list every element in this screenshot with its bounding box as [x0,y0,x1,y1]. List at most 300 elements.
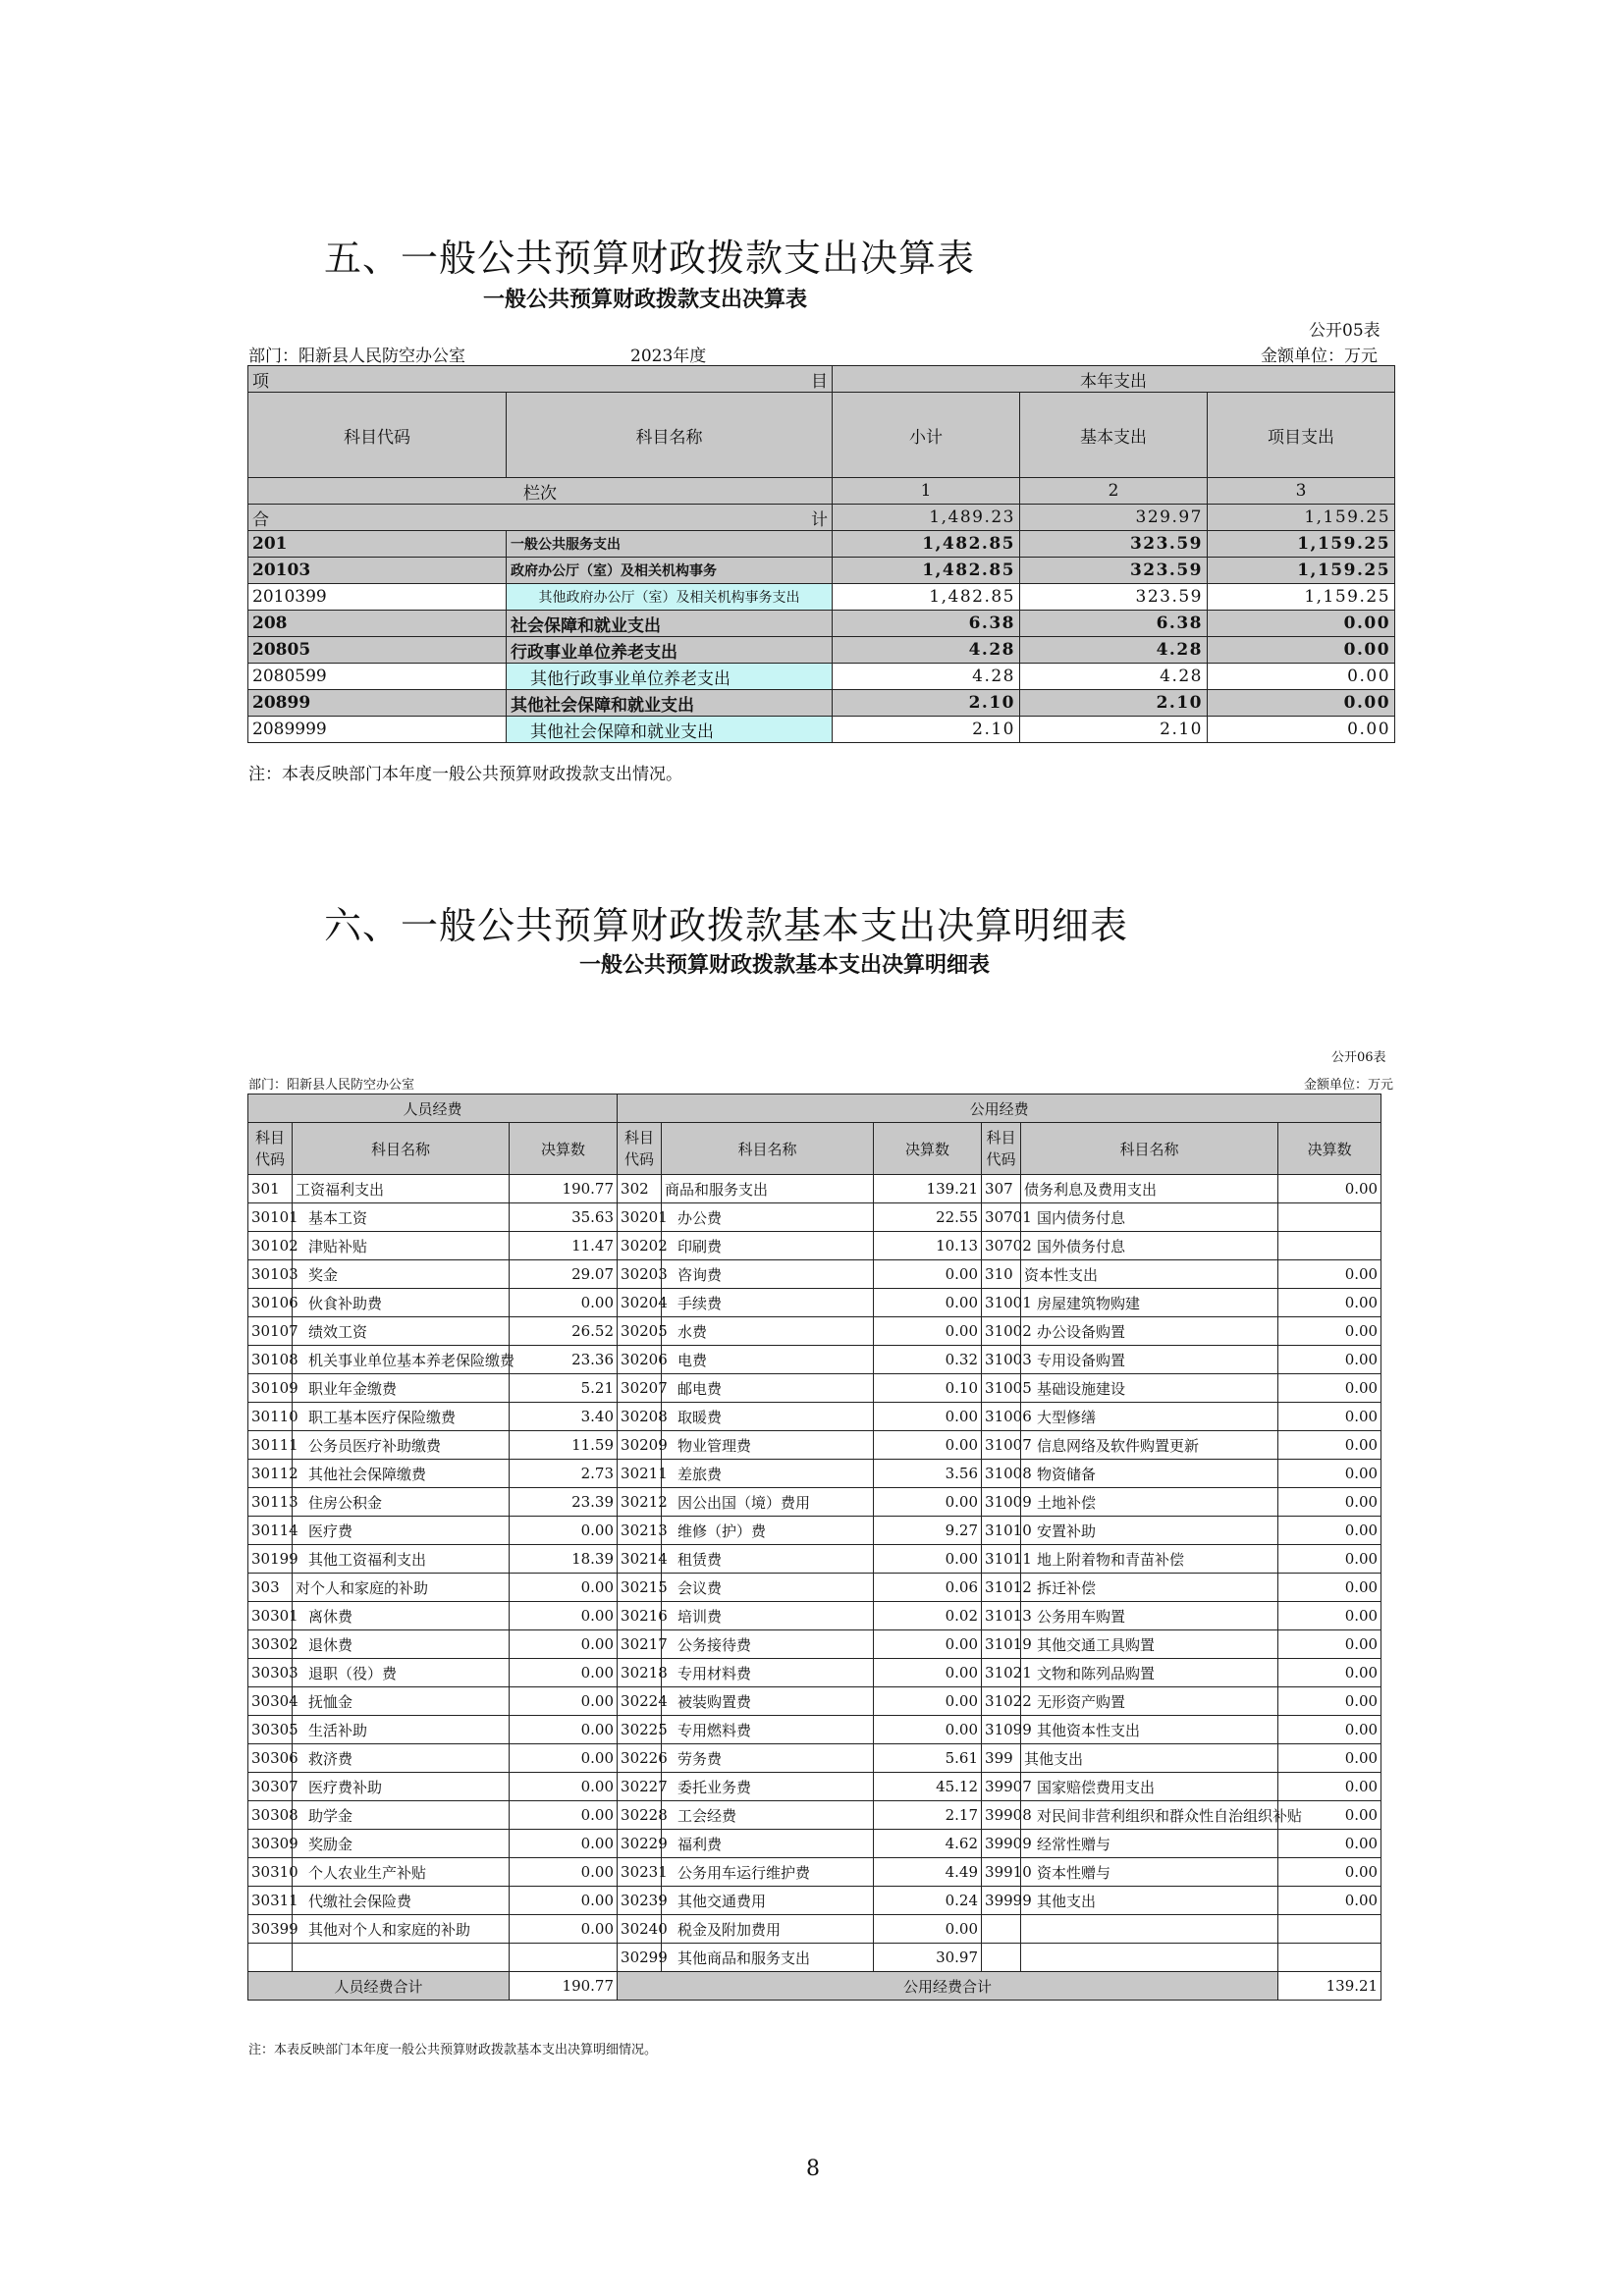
row-amount: 0.00 [510,1716,618,1744]
row-amount: 23.39 [510,1488,618,1517]
row-amount: 0.00 [1278,1801,1381,1830]
row-name: 物业管理费 [662,1431,874,1460]
table-row [248,1203,1381,1232]
table-row [248,1346,1381,1374]
row-code: 30701 [982,1203,1021,1232]
row-name: 安置补助 [1021,1517,1278,1545]
row-amount: 0.00 [1278,1460,1381,1488]
row-name: 福利费 [662,1830,874,1858]
row-amount: 0.00 [1278,1887,1381,1915]
row-name: 商品和服务支出 [662,1175,874,1203]
row-name: 税金及附加费用 [662,1915,874,1944]
department: 部门：阳新县人民防空办公室 [248,1078,415,1093]
row-amount: 0.00 [1278,1289,1381,1317]
header-amount: 决算数 [510,1123,618,1175]
row-code: 30207 [618,1374,662,1403]
table-row [248,1944,1381,1972]
row-name: 伙食补助费 [293,1289,510,1317]
row-code: 30306 [248,1744,293,1773]
row-name: 生活补助 [293,1716,510,1744]
row-code: 30110 [248,1403,293,1431]
row-amount: 0.00 [510,1659,618,1687]
row-amount: 0.00 [510,1289,618,1317]
header-basic: 基本支出 [1020,393,1208,478]
amount-unit: 金额单位：万元 [1304,1078,1394,1093]
row-code: 307 [982,1175,1021,1203]
row-code: 39999 [982,1887,1021,1915]
row-name: 公务员医疗补助缴费 [293,1431,510,1460]
table-row [248,1659,1381,1687]
row-code: 30303 [248,1659,293,1687]
row-amount: 0.00 [510,1630,618,1659]
row-code: 30201 [618,1203,662,1232]
row-code: 30199 [248,1545,293,1574]
row-name: 文物和陈列品购置 [1021,1659,1278,1687]
table-row: 2089999 其他社会保障和就业支出 2.10 2.10 0.00 [248,717,1395,743]
section5-heading: 五、一般公共预算财政拨款支出决算表 [324,237,976,280]
header-name: 科目名称 [293,1123,510,1175]
row-code: 302 [618,1175,662,1203]
table-row [248,1175,1381,1203]
row-amount: 0.00 [1278,1317,1381,1346]
row-code: 30205 [618,1317,662,1346]
row-amount: 0.32 [874,1346,982,1374]
table-row [248,1744,1381,1773]
row-code: 39908 [982,1801,1021,1830]
header-code: 科目代码 [248,393,507,478]
row-code: 31003 [982,1346,1021,1374]
row-name: 债务利息及费用支出 [1021,1175,1278,1203]
row-code: 30217 [618,1630,662,1659]
amount-unit: 金额单位：万元 [1261,347,1378,366]
row-name: 大型修缮 [1021,1403,1278,1431]
row-name: 其他资本性支出 [1021,1716,1278,1744]
row-code: 30304 [248,1687,293,1716]
row-name: 国内债务付息 [1021,1203,1278,1232]
row-name: 水费 [662,1317,874,1346]
row-name: 经常性赠与 [1021,1830,1278,1858]
row-code: 30308 [248,1801,293,1830]
row-amount: 0.00 [1278,1574,1381,1602]
table-row [248,1374,1381,1403]
row-amount: 0.00 [1278,1488,1381,1517]
row-name: 职业年金缴费 [293,1374,510,1403]
row-amount [1278,1232,1381,1260]
row-code: 30112 [248,1460,293,1488]
header-name: 科目名称 [1021,1123,1278,1175]
row-code: 30202 [618,1232,662,1260]
row-name: 物资储备 [1021,1460,1278,1488]
row-name: 无形资产购置 [1021,1687,1278,1716]
row-amount: 0.00 [510,1744,618,1773]
row-amount: 4.62 [874,1830,982,1858]
row-code: 30307 [248,1773,293,1801]
header-project: 项目支出 [1208,393,1395,478]
row-amount: 23.36 [510,1346,618,1374]
row-code: 30213 [618,1517,662,1545]
row-code: 30309 [248,1830,293,1858]
row-amount: 190.77 [510,1175,618,1203]
row-name: 因公出国（境）费用 [662,1488,874,1517]
total-row: 合 计 1,489.23 329.97 1,159.25 [248,505,1395,531]
row-amount: 11.47 [510,1232,618,1260]
row-name [1021,1915,1278,1944]
row-name: 公务用车运行维护费 [662,1858,874,1887]
header-code: 科目 代码 [248,1123,293,1175]
row-name: 助学金 [293,1801,510,1830]
row-amount: 0.00 [874,1659,982,1687]
table-row [248,1488,1381,1517]
row-name: 离休费 [293,1602,510,1630]
row-name: 抚恤金 [293,1687,510,1716]
row-code: 310 [982,1260,1021,1289]
row-code: 30399 [248,1915,293,1944]
row-code: 31005 [982,1374,1021,1403]
row-amount: 0.00 [1278,1773,1381,1801]
row-code: 31012 [982,1574,1021,1602]
table-row [248,1545,1381,1574]
row-amount: 29.07 [510,1260,618,1289]
row-amount: 0.00 [1278,1630,1381,1659]
table-number: 公开06表 [1331,1050,1386,1065]
row-amount: 0.10 [874,1374,982,1403]
row-name [1021,1944,1278,1972]
row-code [982,1915,1021,1944]
row-name: 代缴社会保险费 [293,1887,510,1915]
row-name: 专用燃料费 [662,1716,874,1744]
table-number: 公开05表 [1309,321,1380,341]
department: 部门：阳新县人民防空办公室 [248,347,465,366]
row-code: 31008 [982,1460,1021,1488]
row-name: 房屋建筑物购建 [1021,1289,1278,1317]
row-amount [1278,1944,1381,1972]
row-name: 其他支出 [1021,1887,1278,1915]
row-code: 39907 [982,1773,1021,1801]
table-row: 20103 政府办公厅（室）及相关机构事务 1,482.85 323.59 1,159.25 [248,558,1395,584]
row-code: 30109 [248,1374,293,1403]
row-amount: 0.00 [510,1915,618,1944]
header-mu: 目 [507,366,833,393]
row-name: 退休费 [293,1630,510,1659]
row-code: 30204 [618,1289,662,1317]
table-row: 201 一般公共服务支出 1,482.85 323.59 1,159.25 [248,531,1395,558]
table-row: 2010399 其他政府办公厅（室）及相关机构事务支出 1,482.85 323.59 1,159.25 [248,584,1395,611]
header-amount: 决算数 [874,1123,982,1175]
row-name: 劳务费 [662,1744,874,1773]
row-name: 咨询费 [662,1260,874,1289]
row-code: 30226 [618,1744,662,1773]
row-name: 拆迁补偿 [1021,1574,1278,1602]
row-code: 30218 [618,1659,662,1687]
row-code: 30228 [618,1801,662,1830]
row-code: 31019 [982,1630,1021,1659]
header-amount: 决算数 [1278,1123,1381,1175]
page-number: 8 [806,2157,820,2181]
row-amount: 0.00 [510,1858,618,1887]
table-row: 208 社会保障和就业支出 6.38 6.38 0.00 [248,611,1395,637]
row-name: 邮电费 [662,1374,874,1403]
table-row [248,1716,1381,1744]
row-amount: 0.00 [874,1317,982,1346]
row-amount: 0.00 [1278,1602,1381,1630]
row-name: 公务用车购置 [1021,1602,1278,1630]
row-name: 奖励金 [293,1830,510,1858]
expenditure-table [247,365,1395,743]
table-row [248,1460,1381,1488]
table-row [248,1630,1381,1659]
row-code: 30209 [618,1431,662,1460]
row-code: 30216 [618,1602,662,1630]
row-name: 其他交通工具购置 [1021,1630,1278,1659]
section6-note: 注：本表反映部门本年度一般公共预算财政拨款基本支出决算明细情况。 [248,2043,658,2057]
row-code: 30108 [248,1346,293,1374]
row-code: 301 [248,1175,293,1203]
table-row [248,1915,1381,1944]
table-row [248,1602,1381,1630]
row-code: 30302 [248,1630,293,1659]
row-amount: 0.00 [1278,1517,1381,1545]
row-amount: 0.00 [874,1915,982,1944]
row-amount [1278,1915,1381,1944]
row-code: 39910 [982,1858,1021,1887]
header-code: 科目 代码 [982,1123,1021,1175]
row-name: 会议费 [662,1574,874,1602]
row-name: 其他工资福利支出 [293,1545,510,1574]
row-name: 办公费 [662,1203,874,1232]
row-code: 30214 [618,1545,662,1574]
row-name: 工会经费 [662,1801,874,1830]
row-amount: 0.00 [874,1431,982,1460]
row-amount: 0.00 [1278,1744,1381,1773]
row-code: 31009 [982,1488,1021,1517]
col-num-2: 2 [1020,478,1208,505]
table-row: 20805 行政事业单位养老支出 4.28 4.28 0.00 [248,637,1395,664]
row-code: 31013 [982,1602,1021,1630]
row-amount: 0.00 [874,1716,982,1744]
row-code: 30114 [248,1517,293,1545]
row-name: 委托业务费 [662,1773,874,1801]
row-amount: 3.40 [510,1403,618,1431]
section6-subtitle: 一般公共预算财政拨款基本支出决算明细表 [579,953,991,978]
row-code: 30225 [618,1716,662,1744]
row-name: 被装购置费 [662,1687,874,1716]
row-name: 资本性支出 [1021,1260,1278,1289]
table-row [248,1574,1381,1602]
header-subtotal: 小计 [833,393,1020,478]
table-row [248,1801,1381,1830]
row-amount: 11.59 [510,1431,618,1460]
row-amount: 0.00 [1278,1545,1381,1574]
row-code: 30106 [248,1289,293,1317]
row-amount: 0.00 [1278,1260,1381,1289]
row-name: 信息网络及软件购置更新 [1021,1431,1278,1460]
header-name: 科目名称 [662,1123,874,1175]
row-code: 30107 [248,1317,293,1346]
row-name: 绩效工资 [293,1317,510,1346]
row-name: 办公设备购置 [1021,1317,1278,1346]
row-code: 30224 [618,1687,662,1716]
header-name: 科目名称 [507,393,833,478]
row-amount: 0.00 [510,1517,618,1545]
table-row: 2080599 其他行政事业单位养老支出 4.28 4.28 0.00 [248,664,1395,690]
row-code: 31001 [982,1289,1021,1317]
row-amount: 4.49 [874,1858,982,1887]
row-code: 30208 [618,1403,662,1431]
row-code: 30310 [248,1858,293,1887]
row-name: 手续费 [662,1289,874,1317]
row-amount [510,1944,618,1972]
row-amount: 35.63 [510,1203,618,1232]
header-public: 公用经费 [618,1095,1381,1123]
row-amount: 18.39 [510,1545,618,1574]
table-row [248,1858,1381,1887]
row-amount: 30.97 [874,1944,982,1972]
row-name: 印刷费 [662,1232,874,1260]
row-amount: 0.00 [874,1488,982,1517]
row-code: 30227 [618,1773,662,1801]
row-amount: 0.00 [510,1773,618,1801]
row-amount: 0.00 [510,1887,618,1915]
row-amount: 0.00 [874,1630,982,1659]
row-name: 维修（护）费 [662,1517,874,1545]
table-row [248,1517,1381,1545]
row-amount: 0.00 [1278,1687,1381,1716]
row-code [248,1944,293,1972]
row-amount: 3.56 [874,1460,982,1488]
header-personnel: 人员经费 [248,1095,618,1123]
row-name: 差旅费 [662,1460,874,1488]
row-code: 30103 [248,1260,293,1289]
row-name: 培训费 [662,1602,874,1630]
row-code: 30301 [248,1602,293,1630]
row-name: 专用材料费 [662,1659,874,1687]
row-amount: 0.02 [874,1602,982,1630]
row-code: 31006 [982,1403,1021,1431]
table-row [248,1431,1381,1460]
row-name: 租赁费 [662,1545,874,1574]
row-name: 专用设备购置 [1021,1346,1278,1374]
section5-subtitle: 一般公共预算财政拨款支出决算表 [483,288,808,312]
section6-heading: 六、一般公共预算财政拨款基本支出决算明细表 [324,904,1129,947]
row-code: 30231 [618,1858,662,1887]
row-amount: 0.00 [874,1403,982,1431]
row-amount: 0.00 [874,1545,982,1574]
row-amount: 0.00 [1278,1403,1381,1431]
row-code: 30305 [248,1716,293,1744]
totals-row: 人员经费合计 190.77 公用经费合计 139.21 [248,1972,1381,2001]
col-num-1: 1 [833,478,1020,505]
row-name: 土地补偿 [1021,1488,1278,1517]
row-name: 医疗费 [293,1517,510,1545]
row-code: 30203 [618,1260,662,1289]
row-code: 31007 [982,1431,1021,1460]
row-amount: 5.61 [874,1744,982,1773]
table-row [248,1232,1381,1260]
row-amount: 9.27 [874,1517,982,1545]
row-code: 31010 [982,1517,1021,1545]
row-name: 电费 [662,1346,874,1374]
row-code: 30229 [618,1830,662,1858]
row-code: 30702 [982,1232,1021,1260]
row-amount: 0.00 [1278,1830,1381,1858]
basic-expenditure-table [247,1094,1381,2001]
row-amount: 139.21 [874,1175,982,1203]
row-name: 取暖费 [662,1403,874,1431]
row-name: 地上附着物和青苗补偿 [1021,1545,1278,1574]
table-row: 20899 其他社会保障和就业支出 2.10 2.10 0.00 [248,690,1395,717]
row-amount: 0.24 [874,1887,982,1915]
row-name: 其他支出 [1021,1744,1278,1773]
row-name: 其他社会保障缴费 [293,1460,510,1488]
table-row [248,1403,1381,1431]
header-column-index: 栏次 [248,478,833,505]
row-code: 30113 [248,1488,293,1517]
row-code: 30111 [248,1431,293,1460]
row-code: 30211 [618,1460,662,1488]
row-name: 基本工资 [293,1203,510,1232]
row-name: 退职（役）费 [293,1659,510,1687]
row-amount: 0.00 [1278,1175,1381,1203]
row-name: 对民间非营利组织和群众性自治组织补贴 [1021,1801,1278,1830]
row-code: 303 [248,1574,293,1602]
table-row [248,1830,1381,1858]
row-code: 399 [982,1744,1021,1773]
row-amount: 10.13 [874,1232,982,1260]
row-code: 31099 [982,1716,1021,1744]
row-name: 基础设施建设 [1021,1374,1278,1403]
row-code: 31022 [982,1687,1021,1716]
row-name: 职工基本医疗保险缴费 [293,1403,510,1431]
row-name: 医疗费补助 [293,1773,510,1801]
row-amount: 0.00 [1278,1716,1381,1744]
row-code: 31021 [982,1659,1021,1687]
row-name: 津贴补贴 [293,1232,510,1260]
row-amount: 0.00 [510,1687,618,1716]
row-code: 30102 [248,1232,293,1260]
row-code [982,1944,1021,1972]
row-amount: 0.00 [874,1260,982,1289]
row-amount: 45.12 [874,1773,982,1801]
row-name: 工资福利支出 [293,1175,510,1203]
row-amount: 0.00 [510,1574,618,1602]
row-amount: 0.00 [510,1602,618,1630]
row-amount: 0.00 [1278,1374,1381,1403]
table-row [248,1260,1381,1289]
row-name: 国外债务付息 [1021,1232,1278,1260]
row-amount: 22.55 [874,1203,982,1232]
row-amount: 0.00 [874,1687,982,1716]
table-row [248,1687,1381,1716]
row-name: 个人农业生产补贴 [293,1858,510,1887]
row-name: 对个人和家庭的补助 [293,1574,510,1602]
row-amount: 0.00 [510,1801,618,1830]
fiscal-year: 2023年度 [630,347,707,366]
row-code: 30206 [618,1346,662,1374]
row-code: 31002 [982,1317,1021,1346]
row-name: 其他交通费用 [662,1887,874,1915]
section5-note: 注：本表反映部门本年度一般公共预算财政拨款支出情况。 [248,765,682,784]
row-name: 救济费 [293,1744,510,1773]
row-code: 30239 [618,1887,662,1915]
row-name: 其他商品和服务支出 [662,1944,874,1972]
row-code: 31011 [982,1545,1021,1574]
header-year-expense: 本年支出 [833,366,1395,393]
row-name: 住房公积金 [293,1488,510,1517]
table-row [248,1887,1381,1915]
header-code: 科目 代码 [618,1123,662,1175]
table-row [248,1317,1381,1346]
row-code: 39909 [982,1830,1021,1858]
